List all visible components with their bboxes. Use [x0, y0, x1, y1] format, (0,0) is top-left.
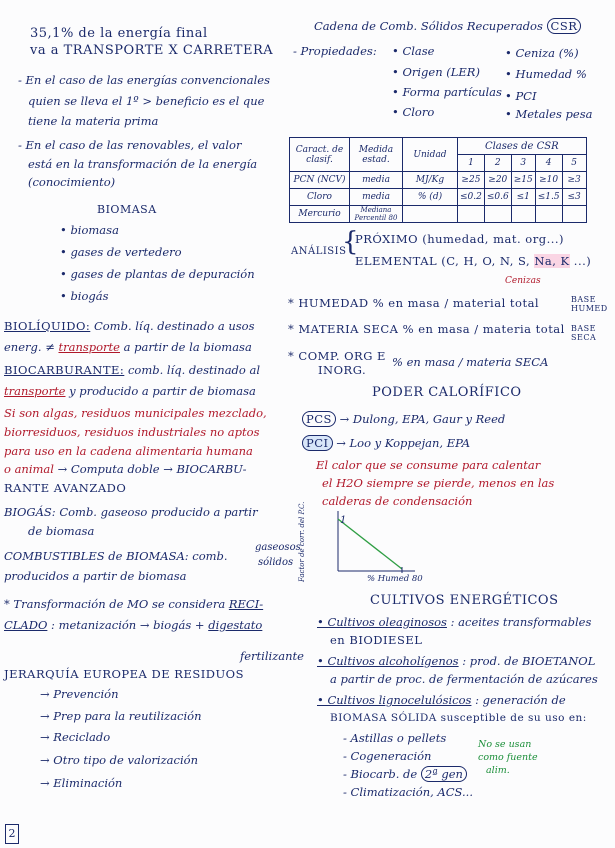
combustibles-solidos: sólidos: [258, 557, 294, 568]
jerarquia-item: → Eliminación: [40, 776, 123, 790]
calor-note-1: El calor que se consume para calentar: [316, 458, 541, 472]
term-biocarburante: BIOCARBURANTE:: [4, 363, 125, 377]
mo-line-1: [4, 598, 263, 611]
table-cell: ≥25: [458, 172, 485, 189]
propiedad-item: • Clase: [392, 44, 435, 58]
biocarburante-line-2: [4, 385, 256, 398]
uso-text: - Biocarb. de: [343, 767, 418, 781]
graph-y-one: 1: [340, 515, 347, 526]
table-header: Clases de CSR: [458, 138, 587, 155]
table-cell: media: [350, 189, 403, 206]
comp-org-unit: % en masa / materia SECA: [392, 355, 549, 369]
table-header: Unidad: [403, 138, 458, 172]
class-header: 3: [511, 155, 535, 172]
base-seca: BASE SECA: [571, 324, 597, 342]
term-reciclado: CLADO: [4, 618, 48, 632]
biomasa-item: • biomasa: [60, 223, 119, 237]
cultivo-lignocelulosicos-2: BIOMASA SÓLIDA susceptible de su uso en:: [330, 712, 587, 724]
cultivo-alcoholigenos-2: a partir de proc. de fermentación de azúcares: [330, 672, 598, 686]
table-cell: ≥15: [511, 172, 535, 189]
table-row: [290, 206, 587, 223]
table-header: Caract. de clasif.: [290, 138, 350, 172]
table-cell: PCN (NCV): [290, 172, 350, 189]
combustibles-gaseosos: gaseosos: [255, 542, 301, 553]
bioliquido-line-2: [4, 341, 252, 354]
pci-methods: → Loo y Koppejan, EPA: [336, 436, 471, 450]
note-conventional-3: tiene la materia prima: [28, 114, 159, 128]
jerarquia-item: → Reciclado: [40, 730, 111, 744]
cultivo-text: : aceites transformables: [450, 615, 592, 629]
analisis-proximo: PRÓXIMO (humedad, mat. org...): [355, 232, 565, 246]
table-cell: [484, 206, 511, 223]
mo-text: * Transformación de MO se considera: [4, 597, 226, 611]
residuos-line-3: para uso en la cadena alimentaria humana: [4, 444, 253, 458]
propiedad-item: • Metales pesa: [505, 107, 593, 121]
humedad-line: * HUMEDAD % en masa / material total: [288, 296, 540, 310]
note-renewable-1: - En el caso de las renovables, el valor: [18, 138, 242, 152]
cultivo-lignocelulosicos-1: [317, 694, 566, 707]
cultivo-text: : prod. de BIOETANOL: [462, 654, 596, 668]
combustibles-line-1: COMBUSTIBLES de BIOMASA: comb.: [4, 549, 228, 563]
propiedad-item: • Ceniza (%): [505, 46, 579, 60]
fertilizante: fertilizante: [240, 649, 304, 663]
table-cell: Cloro: [290, 189, 350, 206]
table-cell: Mercurio: [290, 206, 350, 223]
term-lignocelulosicos: • Cultivos lignocelulósicos: [317, 693, 472, 707]
propiedad-item: • PCI: [505, 89, 537, 103]
segunda-gen: 2ª gen: [421, 766, 467, 782]
mo-line-2: [4, 619, 262, 632]
class-header: 5: [562, 155, 586, 172]
def-text: energ. ≠: [4, 340, 55, 354]
graph-curve: [338, 519, 402, 569]
def-text: y producido a partir de biomasa: [69, 384, 256, 398]
csr-title-text: Cadena de Comb. Sólidos Recuperados: [314, 19, 543, 33]
table-cell: MJ/Kg: [403, 172, 458, 189]
no-fuente-note-2: como fuente: [478, 752, 538, 763]
analisis-elemental: [355, 255, 591, 268]
table-cell: media: [350, 172, 403, 189]
comp-org-line-2: INORG.: [318, 363, 367, 377]
biomasa-item: • gases de vertedero: [60, 245, 182, 259]
table-cell: ≥3: [562, 172, 586, 189]
propiedad-item: • Origen (LER): [392, 65, 480, 79]
residuos-text: o animal: [4, 462, 54, 476]
table-cell: ≤1.5: [535, 189, 562, 206]
note-conventional-1: - En el caso de las energías convencionales: [18, 73, 270, 87]
residuos-line-1: Si son algas, residuos municipales mezclado,: [4, 406, 267, 420]
pcs-methods: → Dulong, EPA, Gaur y Reed: [339, 412, 506, 426]
propiedad-item: • Forma partículas: [392, 85, 502, 99]
table-cell: ≤0.6: [484, 189, 511, 206]
pci-line: [302, 437, 470, 450]
term-alcoholigenos: • Cultivos alcoholígenos: [317, 654, 459, 668]
table-cell: [511, 206, 535, 223]
table-cell: ≥20: [484, 172, 511, 189]
note-renewable-2: está en la transformación de la energía: [28, 157, 258, 171]
biocarburante-line-1: [4, 364, 260, 377]
note-renewable-3: (conocimiento): [28, 175, 116, 189]
cultivos-title: CULTIVOS ENERGÉTICOS: [370, 593, 559, 608]
term-digestato: digestato: [208, 618, 263, 632]
cenizas-note: Cenizas: [505, 276, 541, 286]
bioliquido-line-1: [4, 320, 255, 333]
base-humeda: BASE HUMED: [571, 295, 608, 313]
pcs-line: [302, 413, 505, 426]
comp-org-line-1: * COMP. ORG E: [288, 349, 386, 363]
term-reciclado: RECI-: [228, 597, 264, 611]
table-cell: ≤1: [511, 189, 535, 206]
elemental-text: ...): [573, 254, 592, 268]
table-cell: Mediana Percentil 80: [350, 206, 403, 223]
propiedad-item: • Cloro: [392, 105, 435, 119]
table-cell: ≤3: [562, 189, 586, 206]
cultivo-alcoholigenos-1: [317, 655, 595, 668]
graph-y-label: Factor de corr. del P.C.: [298, 501, 306, 582]
jerarquia-item: → Prep para la reutilización: [40, 709, 202, 723]
elemental-text: ELEMENTAL (C, H, O, N, S,: [355, 254, 531, 268]
uso-item: - Cogeneración: [343, 749, 432, 763]
table-cell: ≤0.2: [458, 189, 485, 206]
biomasa-item: • biogás: [60, 289, 109, 303]
analisis-label: ANÁLISIS: [291, 246, 347, 257]
uso-item: - Climatización, ACS...: [343, 785, 473, 799]
jerarquia-item: → Prevención: [40, 687, 119, 701]
term-bioliquido: BIOLÍQUIDO:: [4, 319, 91, 333]
residuos-line-4: [4, 463, 247, 476]
biomasa-item: • gases de plantas de depuración: [60, 267, 255, 281]
pci-abbr: PCI: [302, 435, 333, 451]
cultivo-oleaginosos-2: en BIODIESEL: [330, 633, 423, 647]
table-cell: % (d): [403, 189, 458, 206]
def-text: comb. líq. destinado al: [127, 363, 261, 377]
term-oleaginosos: • Cultivos oleaginosos: [317, 615, 447, 629]
table-row: [290, 172, 587, 189]
table-cell: [562, 206, 586, 223]
analisis-brace: {: [342, 227, 359, 257]
table-row: [290, 189, 587, 206]
class-header: 4: [535, 155, 562, 172]
elemental-nak: Na, K: [534, 254, 570, 268]
table-cell: [403, 206, 458, 223]
jerarquia-item: → Otro tipo de valorización: [40, 753, 198, 767]
table-cell: ≥10: [535, 172, 562, 189]
pcs-abbr: PCS: [302, 411, 336, 427]
cultivo-text: : generación de: [475, 693, 566, 707]
calor-note-3: calderas de condensación: [322, 494, 473, 508]
csr-abbr: CSR: [547, 18, 582, 34]
biocarburante-avanzado: RANTE AVANZADO: [4, 481, 127, 495]
computa-doble: → Computa doble → BIOCARBU-: [57, 462, 247, 476]
residuos-line-2: biorresiduos, residuos industriales no aptos: [4, 425, 260, 439]
csr-title: [314, 20, 581, 33]
propiedades-label: - Propiedades:: [293, 44, 377, 58]
page-number: 2: [5, 824, 19, 844]
graph-x-label: % Humed 80: [367, 574, 423, 584]
heading-transport: va a TRANSPORTE X CARRETERA: [30, 43, 274, 58]
uso-item: [343, 768, 467, 781]
cultivo-oleaginosos-1: [317, 616, 591, 629]
biomasa-title: BIOMASA: [97, 203, 157, 216]
term-transporte: transporte: [4, 384, 66, 398]
uso-item: - Astillas o pellets: [343, 731, 447, 745]
class-header: 1: [458, 155, 485, 172]
poder-calorifico-title: PODER CALORÍFICO: [372, 385, 522, 400]
table-cell: [458, 206, 485, 223]
csr-classes-table: [289, 137, 587, 223]
biogas-line-1: BIOGÁS: Comb. gaseoso producido a partir: [4, 505, 258, 519]
def-text: Comb. líq. destinado a usos: [93, 319, 255, 333]
heading-energy-share: 35,1% de la energía final: [30, 26, 208, 41]
term-transporte: transporte: [58, 340, 120, 354]
no-fuente-note-3: alim.: [486, 765, 510, 776]
mo-text: : metanización → biogás +: [51, 618, 205, 632]
class-header: 2: [484, 155, 511, 172]
note-conventional-2: quien se lleva el 1º > beneficio es el que: [28, 94, 265, 108]
combustibles-line-2: producidos a partir de biomasa: [4, 569, 187, 583]
table-header: Medida estad.: [350, 138, 403, 172]
biogas-line-2: de biomasa: [28, 524, 95, 538]
no-fuente-note-1: No se usan: [478, 739, 532, 750]
table-cell: [535, 206, 562, 223]
calor-note-2: el H2O siempre se pierde, menos en las: [322, 476, 555, 490]
materia-seca-line: * MATERIA SECA % en masa / materia total: [288, 322, 565, 336]
def-text: a partir de la biomasa: [123, 340, 252, 354]
jerarquia-title: JERARQUÍA EUROPEA DE RESIDUOS: [4, 667, 244, 681]
propiedad-item: • Humedad %: [505, 67, 587, 81]
